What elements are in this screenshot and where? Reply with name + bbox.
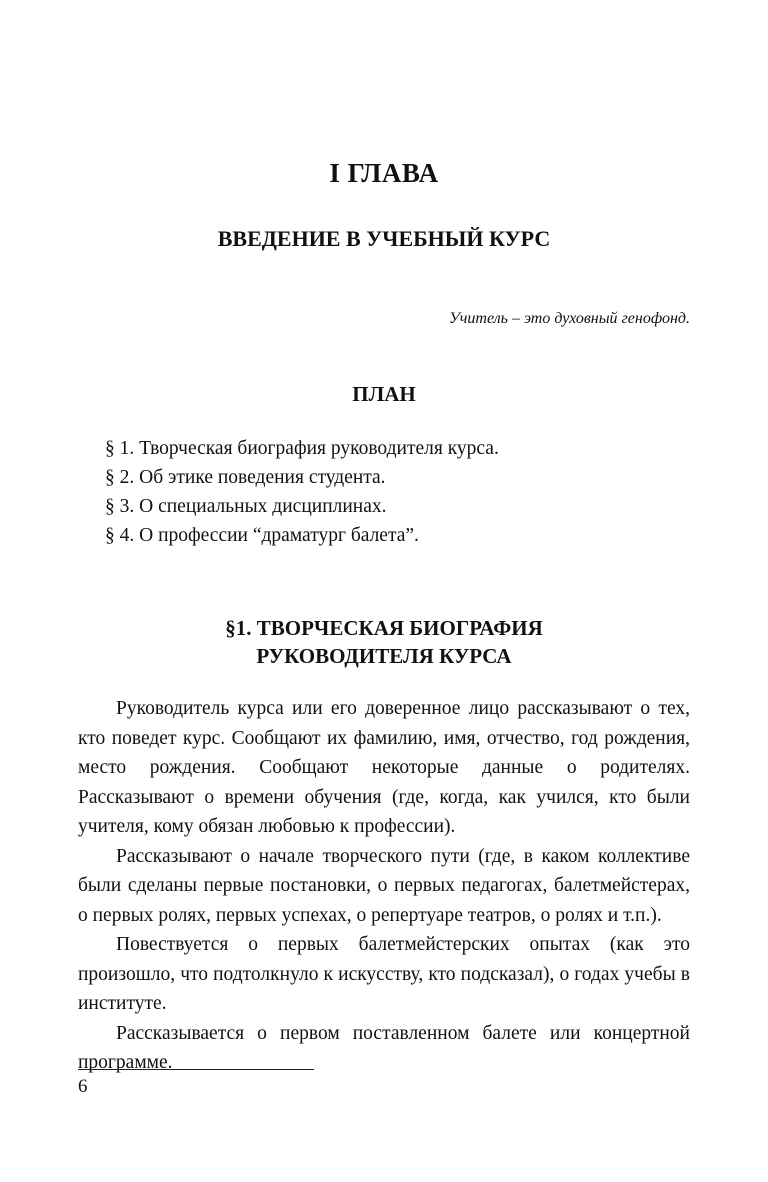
chapter-subtitle: ВВЕДЕНИЕ В УЧЕБНЫЙ КУРС: [217, 226, 551, 251]
body-paragraph: Рассказывается о первом поставленном балете или концертной программе.: [78, 1022, 690, 1073]
body-paragraph: Руководитель курса или его доверенное лицо рассказывают о тех, кто поведет курс. Сообщают их фамилию, имя, отчество, год рождения, место рождения. Сообщают некоторые данные о родителях. Рассказывают о времени обучения (где, когда, как учился, кто были учителя, кому обязан любовью к профессии).: [78, 698, 690, 837]
section-title-line: §1. ТВОРЧЕСКАЯ БИОГРАФИЯ: [225, 616, 543, 640]
plan-item: § 3. О специальных дисциплинах.: [105, 496, 387, 517]
epigraph: Учитель – это духовный генофонд.: [449, 310, 690, 327]
footnote-rule: [78, 1069, 314, 1070]
chapter-title: I ГЛАВА: [329, 158, 439, 188]
plan-item: § 1. Творческая биография руководителя курса.: [105, 438, 499, 459]
section-title-line: РУКОВОДИТЕЛЯ КУРСА: [256, 644, 512, 668]
page-number: 6: [78, 1076, 88, 1097]
plan-item: § 4. О профессии “драматург балета”.: [105, 525, 419, 546]
body-paragraph: Рассказывают о начале творческого пути (где, в каком коллективе были сделаны первые постановки, о первых педагогах, балетмейстерах, о первых ролях, первых успехах, о репертуаре театров, о ролях и т.п.).: [78, 845, 690, 926]
section-body: [78, 694, 690, 1078]
body-paragraph: Повествуется о первых балетмейстерских опытах (как это произошло, что подтолкнуло к искусству, кто подсказал), о годах учебы в институте.: [78, 934, 690, 1014]
section-title: [0, 614, 768, 670]
plan-item: § 2. Об этике поведения студента.: [105, 467, 386, 488]
plan-list: [105, 434, 499, 550]
plan-title: ПЛАН: [352, 382, 416, 406]
